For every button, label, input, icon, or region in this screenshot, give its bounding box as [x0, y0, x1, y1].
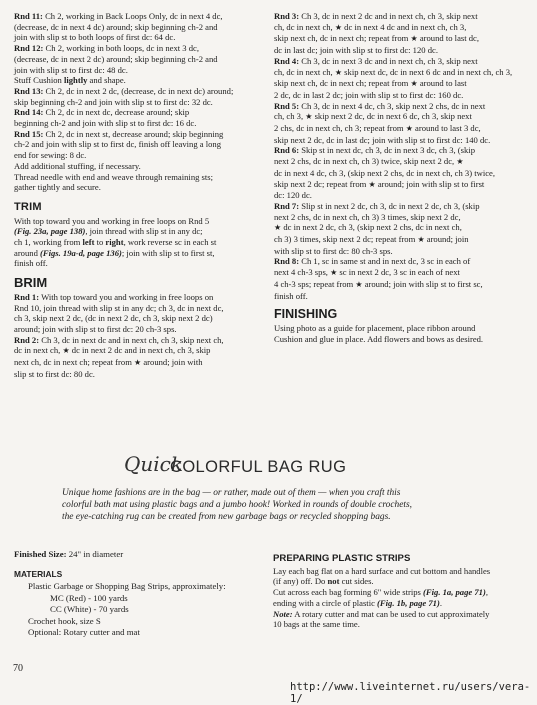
rnd-6: Rnd 6: Skip st in next dc, ch 3, dc in next 3 dc, ch 3, (skip next 2 chs, dc in next ch, ch 3) twice, skip next 2 dc, ★ dc in next 4 dc, ch 3, (skip next 2 chs, dc in next ch, ch 3) twice, skip next 2 dc; repeat from ★ around; join with slip st to first dc: 120 dc.	[274, 145, 495, 201]
list-item: CC (White) - 70 yards	[50, 604, 129, 614]
star-icon: ★	[330, 268, 338, 278]
stuff-note: Stuff Cushion lightly and shape.	[14, 75, 126, 86]
materials-list	[14, 581, 254, 639]
rnd-15: Rnd 15: Ch 2, dc in next st, decrease around; skip beginning ch-2 and join with slip st to first dc, finish off leaving a long end for sewing: 8 dc.	[14, 128, 224, 161]
rnd-label: Rnd 2:	[14, 334, 40, 345]
star-icon: ★	[368, 179, 376, 189]
star-icon: ★	[417, 235, 425, 245]
rnd-5: Rnd 5: Ch 3, dc in next 4 dc, ch 3, skip next 2 chs, dc in next ch, ch 3, ★ skip next 2 dc, dc in next 6 dc, ch 3, skip next 2 chs, dc in next ch, ch 3; repeat from ★ around to last 3 dc, skip next 2 dc, dc in last dc; join with slip st to first dc: 140 dc.	[274, 100, 491, 145]
star-icon: ★	[305, 112, 313, 122]
rnd-8: Rnd 8: Ch 1, sc in same st and in next dc, 3 sc in each of next 4 ch-3 sps, ★ sc in next 2 dc, 3 sc in each of next 4 ch-3 sps; repeat from ★ around; join with slip st to first sc, finish off.	[274, 256, 483, 301]
preparing-strips: PREPARING PLASTIC STRIPS Lay each bag flat on a hard surface and cut bottom and handles (if any) off. Do not cut sides. Cut across each bag forming 6" wide strips (Fig. 1a, page 71), ending with a circle of plastic (Fig. 1b, page 71). Note: A rotary cutter and mat can be used to cut approximately 10 bags at the same time.	[273, 554, 525, 630]
star-icon: ★	[405, 124, 413, 134]
finishing-heading: FINISHING	[274, 307, 338, 322]
watermark-url: http://www.liveinternet.ru/users/vera-1/	[290, 681, 531, 705]
rnd-3: Rnd 3: Ch 3, dc in next 2 dc and in next ch, ch 3, skip next ch, dc in next ch, ★ dc in next 4 dc and in next ch, ch 3, skip next ch, dc in next ch; repeat from ★ around to last dc, dc in last dc; join with slip st to first dc: 120 dc.	[274, 11, 480, 56]
rnd-label: Rnd 1:	[14, 291, 40, 302]
rnd-14: Rnd 14: Ch 2, dc in next dc, decrease around; skip beginning ch-2 and join with slip st to first dc: 16 dc.	[14, 107, 197, 129]
star-icon: ★	[410, 79, 418, 89]
rnd-label: Rnd 4:	[274, 55, 300, 66]
rnd-label: Rnd 7:	[274, 200, 300, 211]
rnd-label: Rnd 12:	[14, 43, 44, 54]
star-icon: ★	[334, 22, 343, 32]
rnd-label: Rnd 13:	[14, 85, 44, 96]
rnd-label: Rnd 8:	[274, 256, 300, 267]
materials-column	[14, 549, 254, 639]
star-icon: ★	[355, 279, 363, 289]
rnd-label: Rnd 14:	[14, 107, 44, 118]
star-icon: ★	[274, 223, 282, 233]
rnd-11: Rnd 11: Ch 2, working in Back Loops Only, dc in next 4 dc, (decrease, dc in next 4 dc) around; skip beginning ch-2 and join with slip st to both loops of first dc: 64 dc.	[14, 11, 223, 43]
brim-rnd-1: Rnd 1: With top toward you and working in free loops on Rnd 10, join thread with slip st in any dc; ch 3, dc in next dc, ch 3, skip next 2 dc, (dc in next 2 dc, ch 3, skip next 2 dc) around; join with slip st to first dc: 20 ch-3 sps.	[14, 291, 224, 334]
rnd-label: Rnd 11:	[14, 11, 43, 21]
prep-heading: PREPARING PLASTIC STRIPS	[273, 553, 411, 564]
add-stuffing: Add additional stuffing, if necessary.	[14, 160, 141, 171]
rnd-12: Rnd 12: Ch 2, working in both loops, dc in next 3 dc, (decrease, dc in next 2 dc) around; skip beginning ch-2 and join with slip st to first dc: 48 dc.	[14, 43, 218, 75]
rnd-label: Rnd 5:	[274, 100, 300, 111]
materials-heading: MATERIALS	[14, 568, 63, 579]
trim-instructions: With top toward you and working in free loops on Rnd 5 (Fig. 23a, page 138), join thread with slip st in any dc; ch 1, working from left to right, work reverse sc in each st around (Figs. 19a-d, page 136); join with slip st to first st, finish off.	[14, 215, 217, 269]
star-icon: ★	[62, 346, 70, 356]
star-icon: ★	[456, 157, 464, 167]
thread-note: Thread needle with end and weave through remaining sts; gather tightly and secure.	[14, 171, 214, 193]
rnd-label: Rnd 3:	[274, 11, 300, 21]
bag-rug-intro: Unique home fashions are in the bag — or rather, made out of them — when you craft this colorful bath mat using plastic bags and a jumbo hook! Worked in rounds of double crochets, the eye-catching rug can be created from new garbage bags or recycled shopping bags.	[62, 488, 412, 522]
quick-script-logo: Quick	[124, 452, 183, 476]
rnd-13: Rnd 13: Ch 2, dc in next 2 dc, (decrease, dc in next dc) around; skip beginning ch-2 and join with slip st to first dc: 32 dc.	[14, 85, 234, 107]
list-item: Optional: Rotary cutter and mat	[28, 627, 140, 637]
bag-rug-title	[124, 452, 424, 484]
page-number: 70	[13, 663, 23, 674]
star-icon: ★	[134, 358, 142, 368]
left-column	[14, 11, 264, 380]
star-icon: ★	[410, 34, 418, 44]
trim-heading: TRIM	[14, 200, 42, 213]
page-title: COLORFUL BAG RUG	[170, 458, 347, 476]
brim-rnd-2: Rnd 2: Ch 3, dc in next dc and in next ch, ch 3, skip next ch, dc in next ch, ★ dc in next 2 dc and in next ch, ch 3, skip next ch, dc in next ch; repeat from ★ around; join with slip st to first dc: 80 dc.	[14, 334, 224, 379]
right-column	[274, 11, 526, 344]
list-item: Crochet hook, size S	[28, 615, 101, 626]
finishing-instructions: Using photo as a guide for placement, place ribbon around Cushion and glue in place. Add flowers and bows as desired.	[274, 322, 484, 344]
finished-size: Finished Size: 24" in diameter	[14, 549, 124, 559]
rnd-4: Rnd 4: Ch 3, dc in next 3 dc and in next ch, ch 3, skip next ch, dc in next ch, ★ skip next dc, dc in next 6 dc and in next ch, ch 3, skip next ch, dc in next ch; repeat from ★ around to last 2 dc, dc in last 2 dc; join with slip st to first dc: 160 dc.	[274, 55, 513, 100]
star-icon: ★	[334, 67, 343, 77]
rnd-label: Rnd 15:	[14, 128, 44, 139]
list-item: Plastic Garbage or Shopping Bag Strips, approximately:	[28, 581, 226, 591]
list-item: MC (Red) - 100 yards	[50, 592, 128, 603]
rnd-7: Rnd 7: Slip st in next 2 dc, ch 3, dc in next 2 dc, ch 3, (skip next 2 chs, dc in next ch, ch 3) 3 times, skip next 2 dc, ★ dc in next 2 dc, ch 3, (skip next 2 chs, dc in next ch, ch 3) 3 times, skip next 2 dc; repeat from ★ around; join with slip st to first dc: 80 ch-3 sps.	[274, 200, 480, 256]
rnd-label: Rnd 6:	[274, 145, 300, 156]
brim-heading: BRIM	[14, 275, 48, 291]
